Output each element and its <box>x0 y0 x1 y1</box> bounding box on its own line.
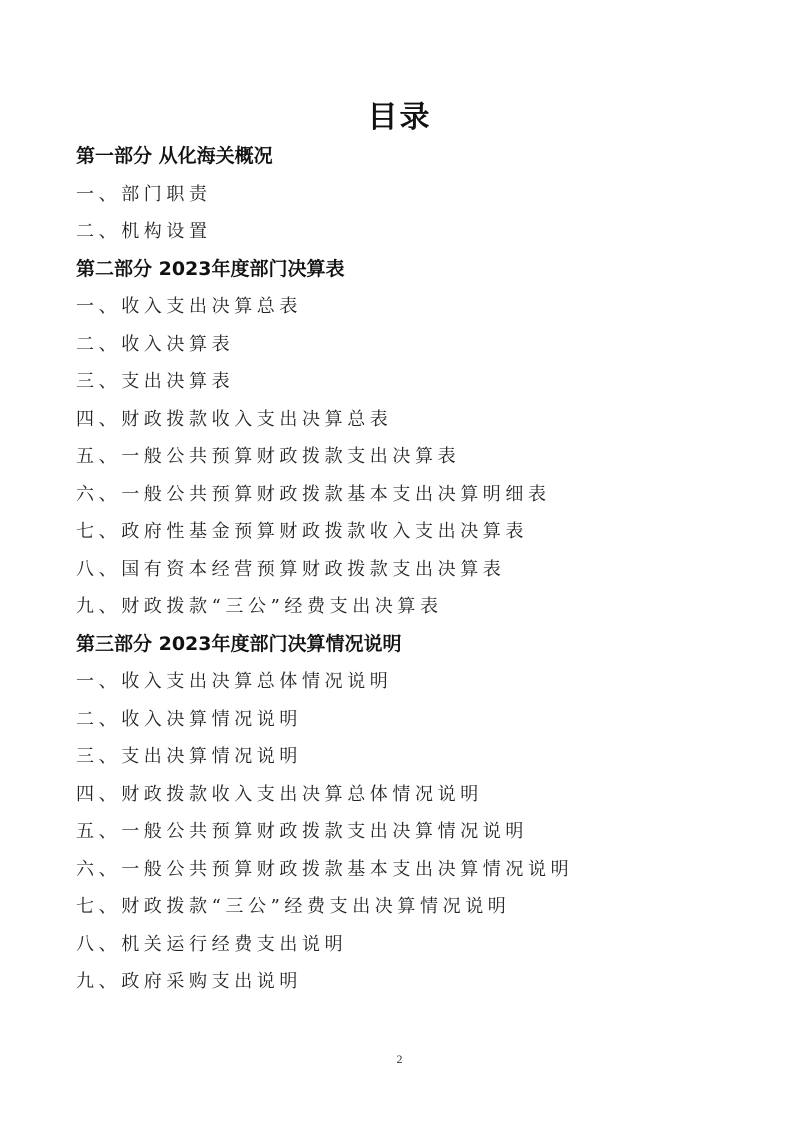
toc-item[interactable]: 四、财政拨款收入支出决算总体情况说明 <box>76 783 483 805</box>
toc-item[interactable]: 四、财政拨款收入支出决算总表 <box>76 408 393 430</box>
toc-section-heading[interactable]: 第一部分 从化海关概况 <box>76 145 273 167</box>
page-number: 2 <box>396 1052 403 1066</box>
toc-item[interactable]: 二、收入决算情况说明 <box>76 708 302 730</box>
toc-item[interactable]: 二、机构设置 <box>76 221 212 242</box>
toc-item[interactable]: 一、收入支出决算总体情况说明 <box>76 671 393 692</box>
toc-section-heading[interactable]: 第三部分 2023年度部门决算情况说明 <box>76 632 402 655</box>
toc-item[interactable]: 二、收入决算表 <box>76 333 235 355</box>
toc-item[interactable]: 八、国有资本经营预算财政拨款支出决算表 <box>76 558 506 580</box>
toc-item[interactable]: 三、支出决算情况说明 <box>76 746 302 767</box>
toc-item[interactable]: 九、财政拨款“三公”经费支出决算表 <box>76 596 443 617</box>
toc-item[interactable]: 五、一般公共预算财政拨款支出决算情况说明 <box>76 821 528 842</box>
toc-item[interactable]: 八、机关运行经费支出说明 <box>76 933 348 955</box>
toc-item[interactable]: 三、支出决算表 <box>76 371 235 392</box>
toc-section-heading[interactable]: 第二部分 2023年度部门决算表 <box>76 257 345 280</box>
toc-item[interactable]: 六、一般公共预算财政拨款基本支出决算情况说明 <box>76 858 574 880</box>
toc-item[interactable]: 七、财政拨款“三公”经费支出决算情况说明 <box>76 896 511 917</box>
toc-item[interactable]: 一、收入支出决算总表 <box>76 296 302 317</box>
toc-item[interactable]: 七、政府性基金预算财政拨款收入支出决算表 <box>76 521 528 542</box>
toc-item[interactable]: 六、一般公共预算财政拨款基本支出决算明细表 <box>76 483 551 505</box>
toc-item[interactable]: 五、一般公共预算财政拨款支出决算表 <box>76 446 461 467</box>
table-of-contents <box>76 138 756 1001</box>
toc-item[interactable]: 九、政府采购支出说明 <box>76 971 302 992</box>
toc-item[interactable]: 一、部门职责 <box>76 183 212 205</box>
page-title: 目录 <box>367 100 432 135</box>
